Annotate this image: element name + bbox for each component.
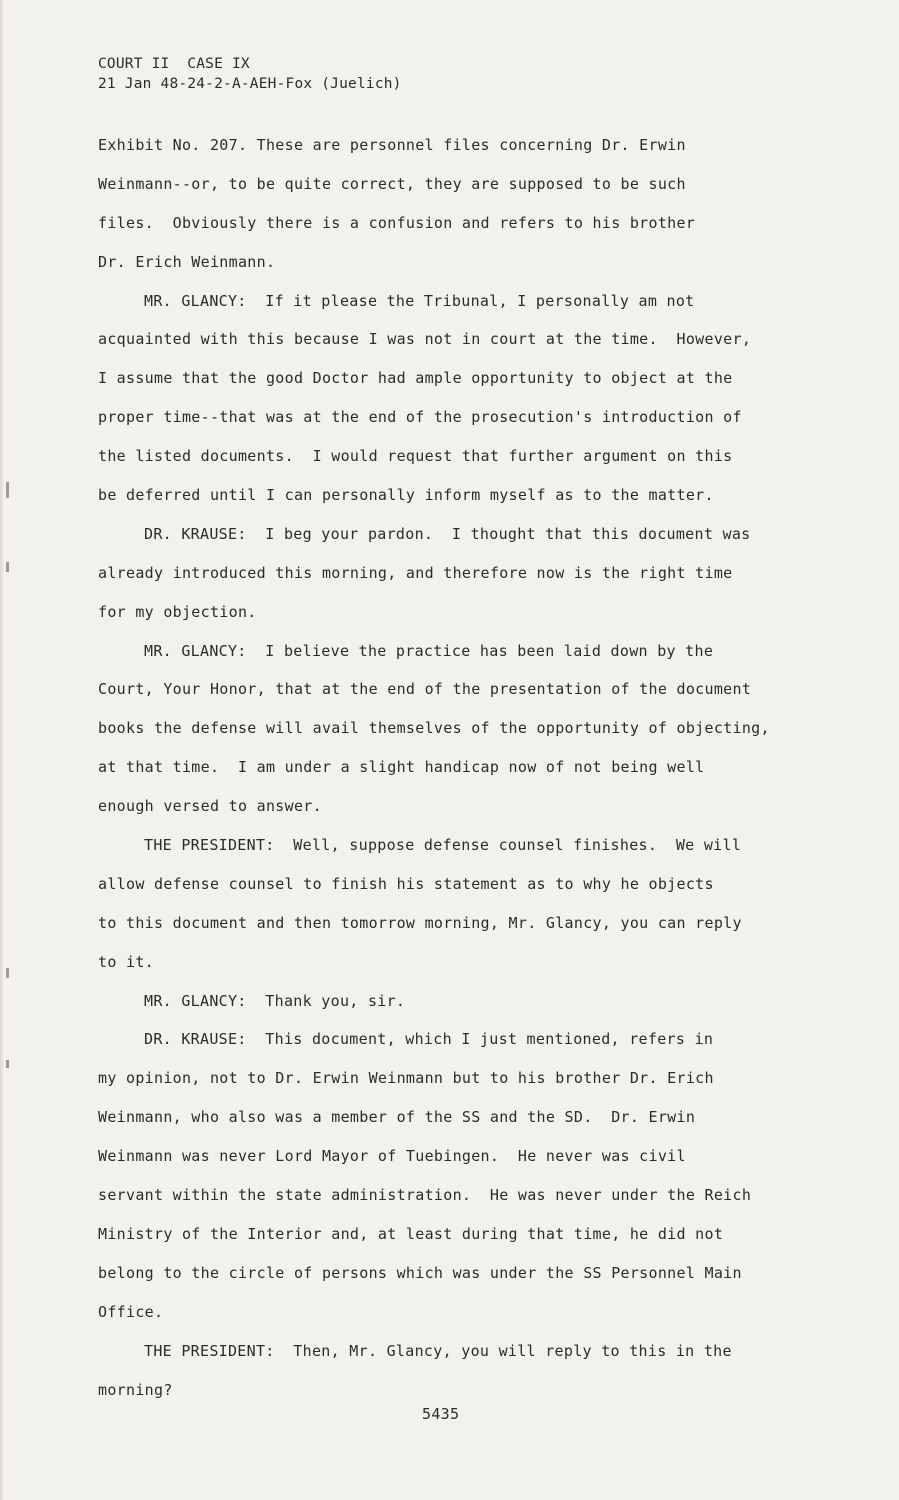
transcript-line: Exhibit No. 207. These are personnel files concerning Dr. Erwin (98, 136, 686, 154)
margin-mark (6, 482, 9, 498)
transcript-line: servant within the state administration. He was never under the Reich (98, 1186, 752, 1205)
transcript-line: Weinmann, who also was a member of the SS and the SD. Dr. Erwin (98, 1108, 696, 1127)
document-header (98, 54, 402, 94)
transcript-line: Office. (98, 1302, 164, 1321)
transcript-line: to it. (98, 952, 154, 971)
page-edge (0, 0, 4, 1500)
transcript-line: Weinmann was never Lord Mayor of Tuebingen. He never was civil (98, 1147, 686, 1166)
transcript-line: Court, Your Honor, that at the end of the presentation of the document (98, 680, 752, 699)
transcript-line: belong to the circle of persons which was under the SS Personnel Main (98, 1263, 742, 1282)
transcript-line: Dr. Erich Weinmann. (98, 252, 276, 271)
speaker-line-glancy: MR. GLANCY: If it please the Tribunal, I personally am not (144, 291, 695, 310)
transcript-line: for my objection. (98, 602, 257, 621)
transcript-line: allow defense counsel to finish his statement as to why he objects (98, 874, 714, 893)
transcript-line: to this document and then tomorrow morning, Mr. Glancy, you can reply (98, 913, 742, 932)
speaker-line-president: THE PRESIDENT: Well, suppose defense counsel finishes. We will (144, 836, 742, 855)
speaker-line-glancy: MR. GLANCY: Thank you, sir. (144, 991, 406, 1010)
transcript-line: Ministry of the Interior and, at least during that time, he did not (98, 1224, 724, 1243)
margin-mark (6, 968, 9, 978)
speaker-line-krause: DR. KRAUSE: I beg your pardon. I thought that this document was (144, 524, 751, 543)
transcript-line: be deferred until I can personally inform myself as to the matter. (98, 486, 714, 505)
page-number: 5435 (422, 1405, 460, 1423)
transcript-body (98, 126, 798, 1409)
transcript-line: morning? (98, 1380, 173, 1399)
transcript-line: at that time. I am under a slight handicap now of not being well (98, 758, 705, 777)
transcript-line: Weinmann--or, to be quite correct, they are supposed to be such (98, 174, 686, 193)
speaker-line-krause: DR. KRAUSE: This document, which I just mentioned, refers in (144, 1030, 714, 1049)
transcript-line: the listed documents. I would request that further argument on this (98, 447, 733, 466)
transcript-line: already introduced this morning, and therefore now is the right time (98, 563, 733, 582)
court-case-line: COURT II CASE IX (98, 56, 250, 72)
transcript-line: my opinion, not to Dr. Erwin Weinmann but to his brother Dr. Erich (98, 1069, 714, 1088)
transcript-line: books the defense will avail themselves of the opportunity of objecting, (98, 719, 770, 738)
transcript-line: acquainted with this because I was not in court at the time. However, (98, 330, 752, 349)
session-line: 21 Jan 48-24-2-A-AEH-Fox (Juelich) (98, 76, 402, 92)
transcript-line: files. Obviously there is a confusion and refers to his brother (98, 213, 696, 232)
transcript-line: proper time--that was at the end of the prosecution's introduction of (98, 408, 742, 427)
margin-mark (6, 562, 9, 572)
speaker-line-president: THE PRESIDENT: Then, Mr. Glancy, you will reply to this in the (144, 1341, 732, 1360)
transcript-line: enough versed to answer. (98, 797, 322, 816)
speaker-line-glancy: MR. GLANCY: I believe the practice has been laid down by the (144, 641, 714, 660)
transcript-line: I assume that the good Doctor had ample opportunity to object at the (98, 369, 733, 388)
margin-mark (6, 1060, 9, 1068)
